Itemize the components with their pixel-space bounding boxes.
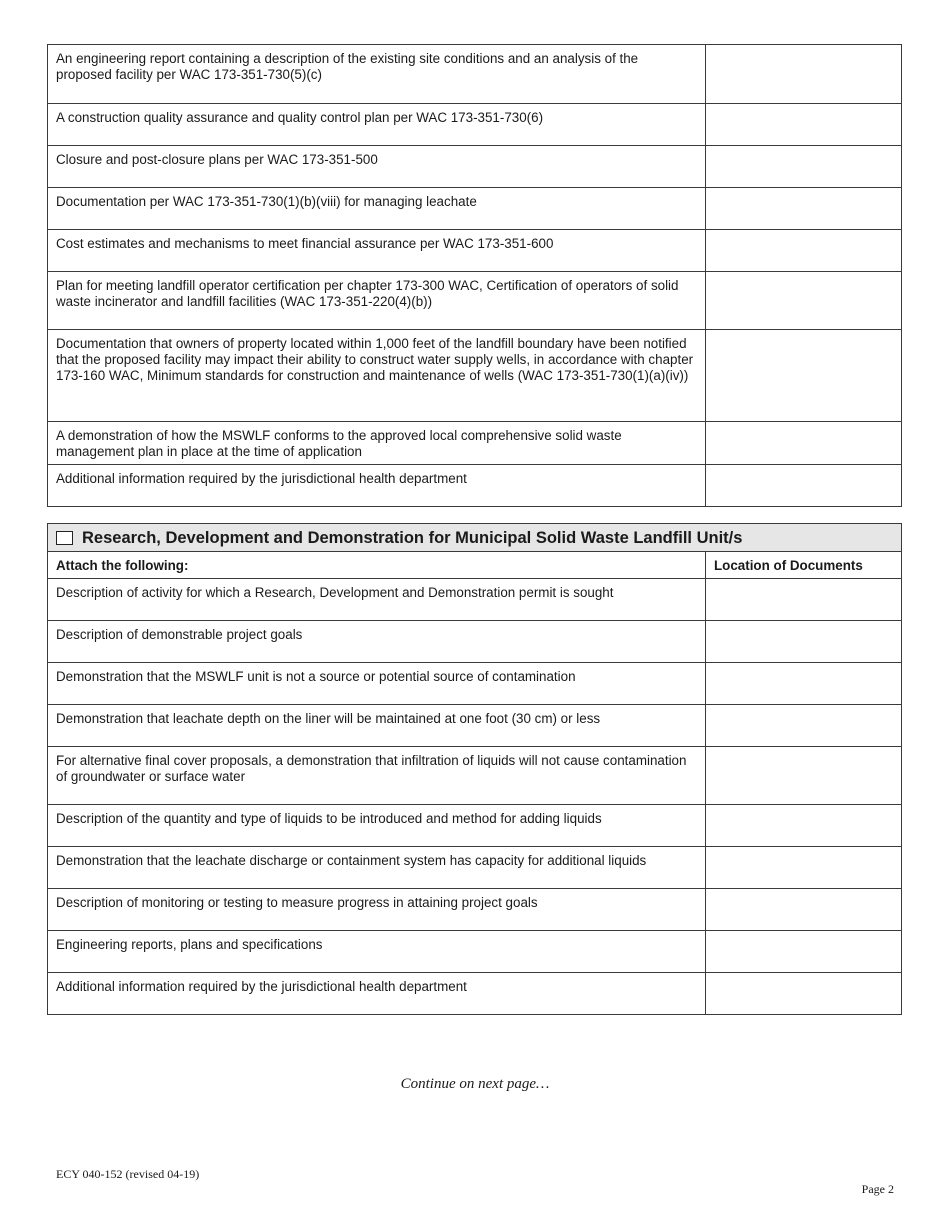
table-row <box>48 422 902 465</box>
table-row <box>48 188 902 230</box>
requirement-text: A demonstration of how the MSWLF conforms to the approved local comprehensive solid waste management plan in place at the time of application <box>48 422 706 465</box>
document-location-field[interactable] <box>706 889 902 931</box>
rdd-section-checkbox[interactable] <box>56 531 73 545</box>
requirement-text: Demonstration that leachate depth on the liner will be maintained at one foot (30 cm) or less <box>48 705 706 747</box>
requirement-text: Description of activity for which a Research, Development and Demonstration permit is sought <box>48 579 706 621</box>
column-header-location: Location of Documents <box>706 552 902 579</box>
document-location-field[interactable] <box>706 663 902 705</box>
requirement-text: Documentation per WAC 173-351-730(1)(b)(viii) for managing leachate <box>48 188 706 230</box>
table-row <box>48 805 902 847</box>
table-row <box>48 705 902 747</box>
requirement-text: For alternative final cover proposals, a demonstration that infiltration of liquids will not cause contamination of groundwater or surface water <box>48 747 706 805</box>
requirement-text: Documentation that owners of property located within 1,000 feet of the landfill boundary have been notified that the proposed facility may impact their ability to construct water supply wells, in accordance with chapter 173-160 WAC, Minimum standards for construction and maintenance of wells (WAC 173-351-730(1)(a)(iv)) <box>48 330 706 422</box>
section-title-cell <box>48 524 902 552</box>
requirement-text: An engineering report containing a description of the existing site conditions and an analysis of the proposed facility per WAC 173-351-730(5)(c) <box>48 45 706 104</box>
table-row <box>48 330 902 422</box>
table-row <box>48 973 902 1015</box>
requirement-text: Additional information required by the jurisdictional health department <box>48 973 706 1015</box>
document-location-field[interactable] <box>706 45 902 104</box>
requirement-text: Additional information required by the jurisdictional health department <box>48 465 706 507</box>
document-location-field[interactable] <box>706 747 902 805</box>
document-location-field[interactable] <box>706 805 902 847</box>
form-id: ECY 040-152 (revised 04-19) <box>56 1167 200 1181</box>
document-location-field[interactable] <box>706 146 902 188</box>
table-row <box>48 621 902 663</box>
table-row <box>48 847 902 889</box>
table-row <box>48 931 902 973</box>
document-location-field[interactable] <box>706 973 902 1015</box>
table-row <box>48 579 902 621</box>
document-location-field[interactable] <box>706 330 902 422</box>
section-title: Research, Development and Demonstration for Municipal Solid Waste Landfill Unit/s <box>82 529 743 547</box>
requirements-table-continued <box>47 44 902 507</box>
document-location-field[interactable] <box>706 931 902 973</box>
requirement-text: Plan for meeting landfill operator certification per chapter 173-300 WAC, Certification of operators of solid waste incinerator and landfill facilities (WAC 173-351-220(4)(b)) <box>48 272 706 330</box>
requirement-text: Description of monitoring or testing to measure progress in attaining project goals <box>48 889 706 931</box>
document-location-field[interactable] <box>706 705 902 747</box>
column-header-attach: Attach the following: <box>48 552 706 579</box>
document-location-field[interactable] <box>706 422 902 465</box>
document-location-field[interactable] <box>706 621 902 663</box>
requirement-text: Description of demonstrable project goals <box>48 621 706 663</box>
page-number: Page 2 <box>861 1182 894 1196</box>
document-location-field[interactable] <box>706 230 902 272</box>
document-location-field[interactable] <box>706 272 902 330</box>
requirement-text: Demonstration that the leachate discharge or containment system has capacity for additional liquids <box>48 847 706 889</box>
table-row <box>48 230 902 272</box>
table-row <box>48 45 902 104</box>
table-row <box>48 272 902 330</box>
continue-note: Continue on next page… <box>400 1076 550 1092</box>
table-row <box>48 465 902 507</box>
document-location-field[interactable] <box>706 104 902 146</box>
requirement-text: Description of the quantity and type of liquids to be introduced and method for adding liquids <box>48 805 706 847</box>
requirement-text: Demonstration that the MSWLF unit is not a source or potential source of contamination <box>48 663 706 705</box>
requirement-text: A construction quality assurance and quality control plan per WAC 173-351-730(6) <box>48 104 706 146</box>
document-location-field[interactable] <box>706 847 902 889</box>
column-header-row <box>48 552 902 579</box>
requirement-text: Closure and post-closure plans per WAC 173-351-500 <box>48 146 706 188</box>
document-location-field[interactable] <box>706 579 902 621</box>
requirement-text: Cost estimates and mechanisms to meet financial assurance per WAC 173-351-600 <box>48 230 706 272</box>
section-header <box>48 524 902 552</box>
table-row <box>48 747 902 805</box>
document-location-field[interactable] <box>706 188 902 230</box>
document-location-field[interactable] <box>706 465 902 507</box>
table-row <box>48 104 902 146</box>
table-row <box>48 889 902 931</box>
rdd-section-table <box>47 523 902 1015</box>
table-row <box>48 663 902 705</box>
table-row <box>48 146 902 188</box>
requirement-text: Engineering reports, plans and specifications <box>48 931 706 973</box>
